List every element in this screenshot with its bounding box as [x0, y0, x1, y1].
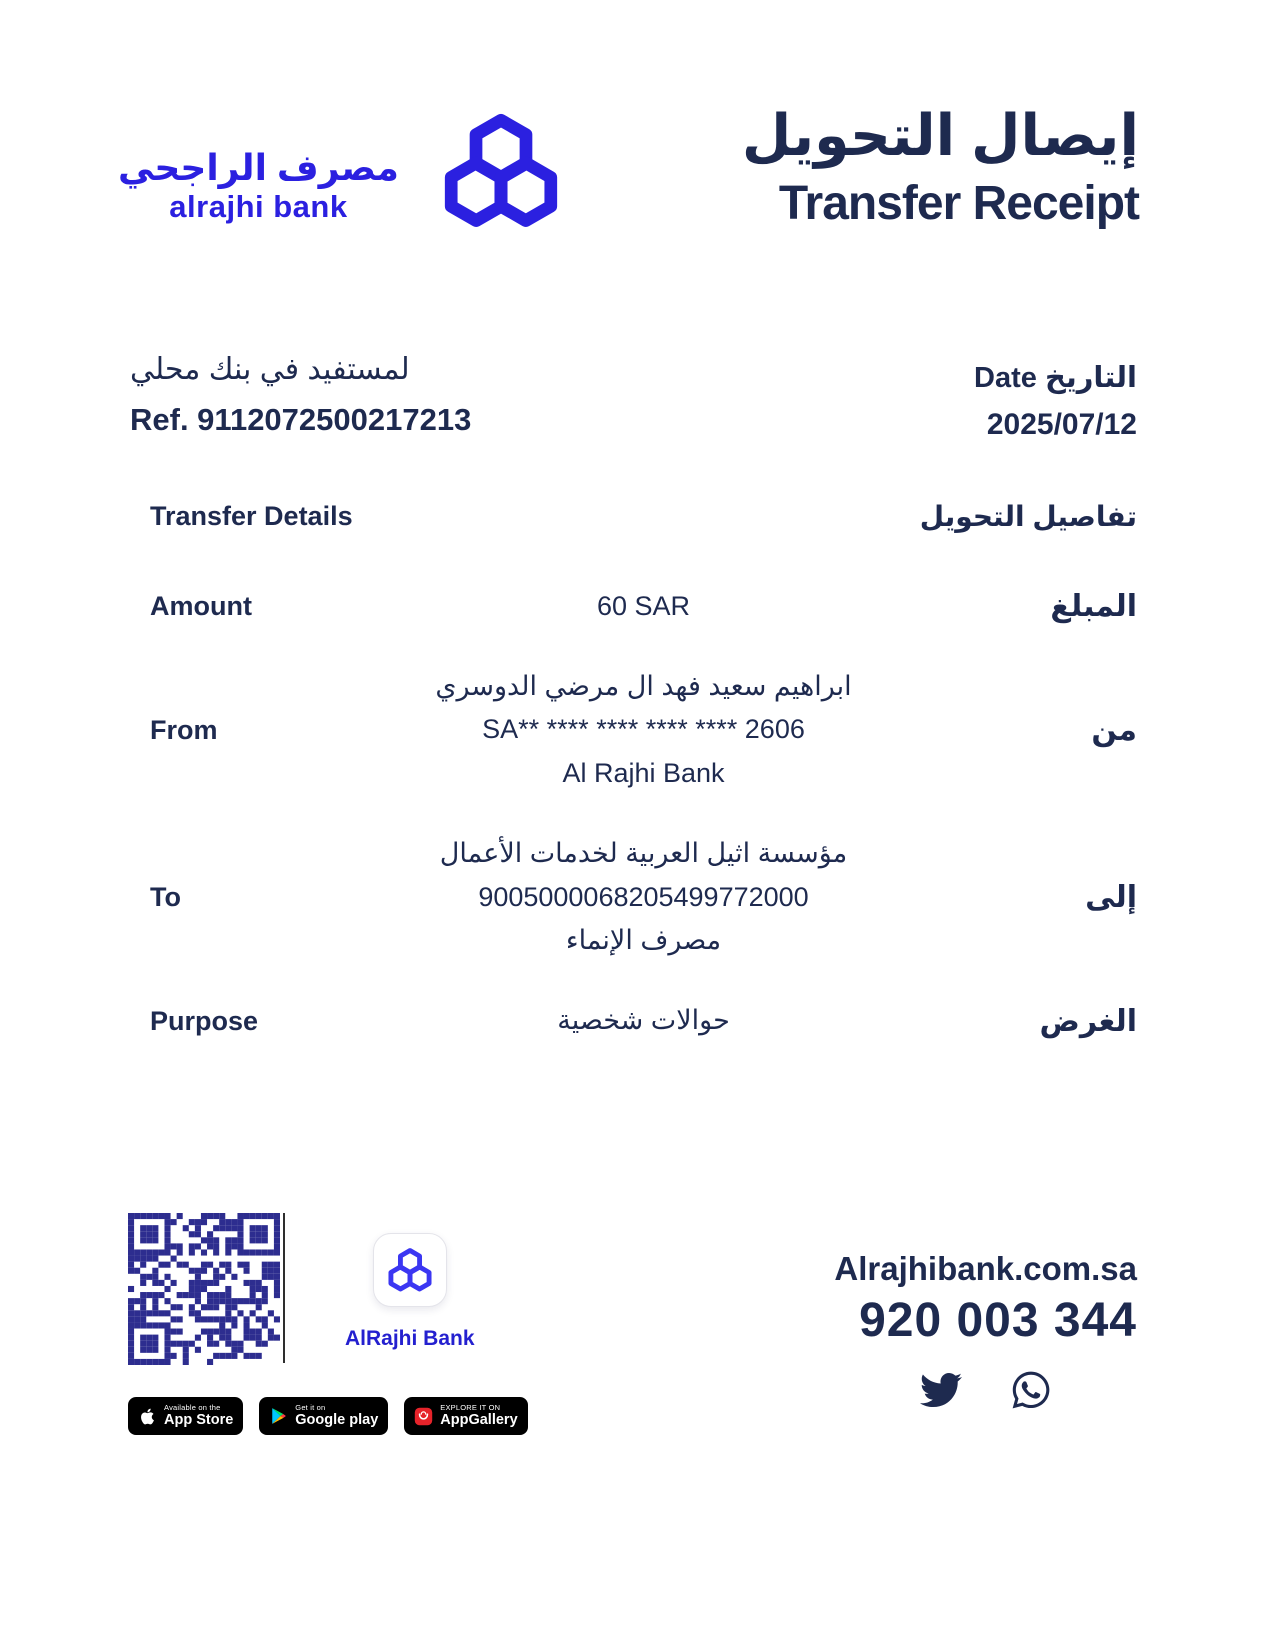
app-store-badge[interactable]: [128, 1397, 243, 1435]
date-label: التاريخ Date: [974, 362, 1137, 394]
huawei-appgallery-icon: [414, 1407, 433, 1426]
alrajhi-palm-emblem-icon: [441, 108, 561, 234]
google-play-icon: [269, 1407, 288, 1426]
bank-website[interactable]: Alrajhibank.com.sa: [834, 1250, 1137, 1287]
qr-divider-line: [283, 1213, 285, 1363]
amount-label-ar: المبلغ: [1050, 590, 1137, 624]
to-label-en: To: [150, 882, 181, 913]
google-play-badge[interactable]: [259, 1397, 388, 1435]
social-icons: [834, 1369, 1137, 1411]
details-title-arabic: تفاصيل التحويل: [919, 501, 1137, 532]
badge-top-text: EXPLORE IT ON: [440, 1402, 501, 1412]
whatsapp-icon[interactable]: [1010, 1369, 1052, 1411]
alrajhi-app-icon: [373, 1233, 447, 1307]
badge-bottom-text: App Store: [164, 1411, 234, 1428]
to-row: [150, 832, 1137, 963]
app-gallery-badge[interactable]: [404, 1397, 527, 1435]
amount-value: [330, 585, 957, 629]
footer-contact-section: [834, 1250, 1137, 1411]
purpose-text: حوالات شخصية: [557, 1005, 730, 1036]
date-value: 2025/07/12: [986, 408, 1137, 441]
store-badges: [128, 1397, 528, 1435]
bank-name-arabic: مصرف الراجحي: [118, 147, 399, 188]
beneficiary-reference-block: [130, 352, 471, 438]
beneficiary-type-label: لمستفيد في بنك محلي: [130, 353, 410, 386]
to-value: [330, 832, 957, 963]
date-block: [974, 360, 1137, 442]
bank-phone-number: 920 003 344: [859, 1294, 1137, 1347]
details-title-english: Transfer Details: [150, 501, 353, 531]
twitter-icon[interactable]: [920, 1369, 962, 1411]
receipt-title-arabic: إيصال التحويل: [741, 104, 1139, 168]
purpose-label-en: Purpose: [150, 1005, 259, 1036]
bank-name-english: alrajhi bank: [169, 189, 348, 224]
from-row: [150, 665, 1137, 796]
from-label-ar: من: [1091, 713, 1137, 747]
sender-bank: Al Rajhi Bank: [562, 758, 725, 789]
purpose-row: [150, 999, 1137, 1043]
app-name-label: AlRajhi Bank: [345, 1327, 475, 1350]
reference-number: Ref. 9112072500217213: [130, 402, 472, 437]
badge-top-text: Get it on: [295, 1402, 326, 1412]
from-label-en: From: [150, 714, 218, 745]
from-value: [330, 665, 957, 796]
recipient-bank: مصرف الإنماء: [565, 925, 722, 956]
recipient-account-number: 9005000068205499772000: [478, 881, 809, 912]
bank-logo: [118, 108, 561, 234]
mobile-app-block: [345, 1233, 475, 1351]
to-label-ar: إلى: [1085, 881, 1137, 915]
amount-row: [150, 585, 1137, 629]
badge-top-text: Available on the: [164, 1402, 221, 1412]
transfer-details-section: [150, 500, 1137, 1043]
badge-bottom-text: Google play: [295, 1411, 379, 1428]
apple-icon: [138, 1407, 157, 1426]
footer-app-section: [128, 1213, 528, 1435]
badge-bottom-text: AppGallery: [440, 1411, 518, 1428]
amount-text: 60 SAR: [596, 591, 691, 621]
receipt-title: [742, 104, 1139, 231]
receipt-title-english: Transfer Receipt: [778, 176, 1139, 230]
bank-logo-text: [118, 147, 399, 225]
qr-code: [128, 1213, 280, 1365]
alrajhi-palm-emblem-icon: [387, 1246, 433, 1294]
sender-name: ابراهيم سعيد فهد ال مرضي الدوسري: [435, 670, 852, 701]
amount-label-en: Amount: [150, 591, 252, 622]
purpose-value: [330, 999, 957, 1043]
sender-masked-iban: SA** **** **** **** **** 2606: [482, 714, 805, 745]
transfer-details-header: [150, 500, 1137, 533]
purpose-label-ar: الغرض: [1039, 1004, 1137, 1038]
recipient-name: مؤسسة اثيل العربية لخدمات الأعمال: [439, 837, 848, 868]
